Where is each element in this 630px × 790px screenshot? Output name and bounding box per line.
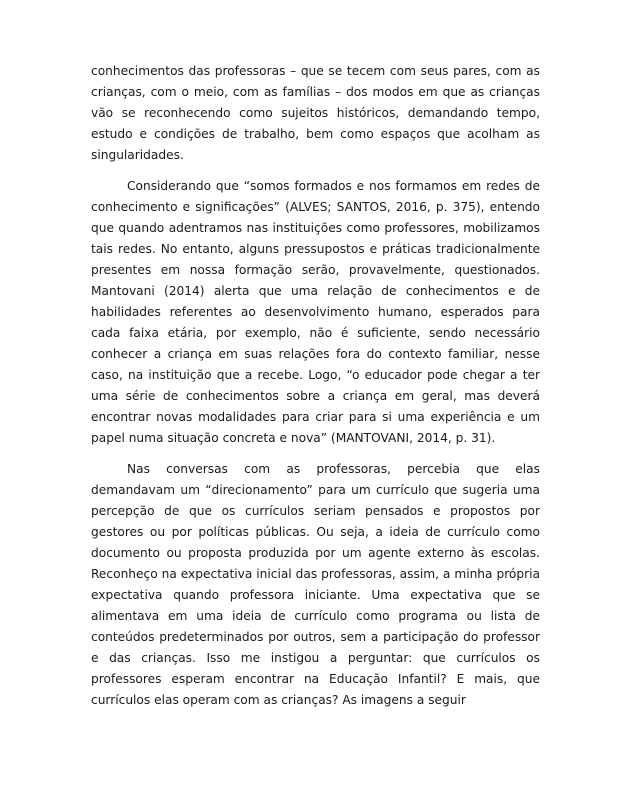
paragraph-conversas-professoras: Nas conversas com as professoras, percebia que elas demandavam um “direcionamento” para um currículo que sugeria uma percepção de que os currículos seriam pensados e propostos por gestores ou por políticas públicas. Ou seja, a ideia de currículo como documento ou proposta produzida por um agente externo às escolas. Reconheço na expectativa inicial das professoras, assim, a minha própria expectativa quando professora iniciante. Uma expectativa que se alimentava em uma ideia de currículo como programa ou lista de conteúdos predeterminados por outros, sem a participação do professor e das crianças. Isso me instigou a perguntar: que currículos os professores esperam encontrar na Educação Infantil? E mais, que currículos elas operam com as crianças? As imagens a seguir — [91, 462, 540, 707]
body-text — [91, 61, 540, 711]
paragraph-continuation: conhecimentos das professoras – que se tecem com seus pares, com as crianças, com o meio, com as famílias – dos modos em que as crianças vão se reconhecendo como sujeitos históricos, demandando tempo, estudo e condições de trabalho, bem como espaços que acolham as singularidades. — [91, 64, 540, 162]
paragraph-redes-conhecimento: Considerando que “somos formados e nos formamos em redes de conhecimento e significações” (ALVES; SANTOS, 2016, p. 375), entendo que quando adentramos nas instituições como professores, mobilizamos tais redes. No entanto, alguns pressupostos e práticas tradicionalmente presentes em nossa formação serão, provavelmente, questionados. Mantovani (2014) alerta que uma relação de conhecimentos e de habilidades referentes ao desenvolvimento humano, esperados para cada faixa etária, por exemplo, não é suficiente, sendo necessário conhecer a criança em suas relações fora do contexto familiar, nesse caso, na instituição que a recebe. Logo, “o educador pode chegar a ter uma série de conhecimentos sobre a criança em geral, mas deverá encontrar novas modalidades para criar para si uma experiência e um papel numa situação concreta e nova” (MANTOVANI, 2014, p. 31). — [91, 179, 540, 445]
